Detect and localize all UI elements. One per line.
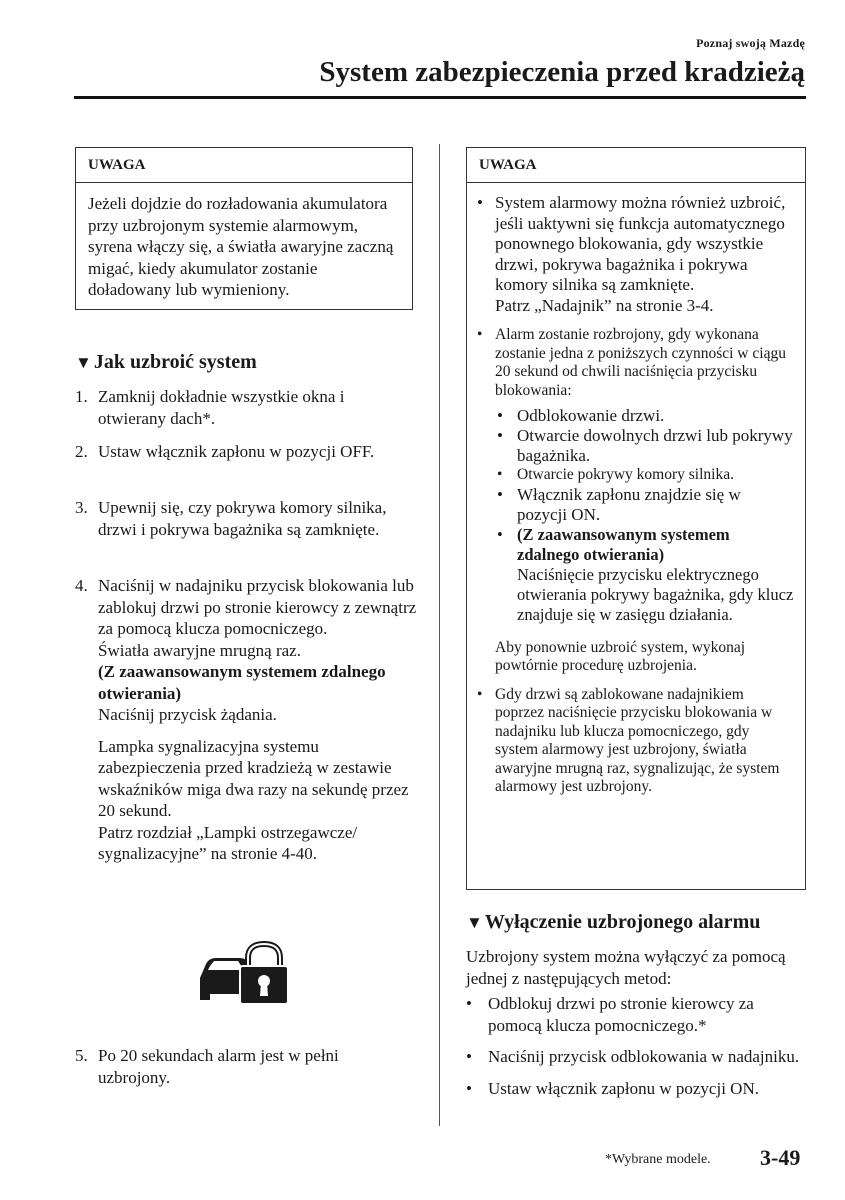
rearm-note: Aby ponownie uzbroić system, wykonaj powtórnie procedurę uzbrojenia. [495,638,746,674]
sub-bold-note: (Z zaawansowanym systemem zdalnego otwierania) [517,524,730,564]
note-bullet [471,686,795,797]
header-rule [74,96,806,99]
step-text: Zamknij dokładnie wszystkie okna i otwierany dach*. [98,387,345,428]
left-note-box [75,147,413,310]
step-text: Po 20 sekundach alarm jest w pełni uzbrojony. [98,1046,339,1087]
step-text: Ustaw włącznik zapłonu w pozycji OFF. [98,442,375,461]
footer-note: *Wybrane modele. [605,1152,711,1167]
sub-item: • Otwarcie dowolnych drzwi lub pokrywy bagażnika. [497,426,793,465]
page-title: System zabezpieczenia przed kradzieżą [319,56,805,88]
bullet-dot: • [477,326,483,343]
chapter-subtitle: Poznaj swoją Mazdę [696,36,805,50]
step-5 [75,1045,415,1088]
step-number: 2. [75,442,88,461]
note-bullet-text: Gdy drzwi są zablokowane nadajnikiem poprzez naciśnięcie przycisku blokowania w nadajniku lub klucza pomocniczego, gdy system alarmowy jest uzbrojony, światła awaryjne mrugną raz, sygnalizując, że system alarmowy jest uzbrojony. [495,685,780,795]
step-paragraph: Lampka sygnalizacyjna systemu zabezpieczenia przed kradzieżą w zestawie wskaźników miga dwa razy na sekundę przez 20 sekund. [98,736,409,820]
sub-item: • Odblokowanie drzwi. [497,406,665,425]
step-text: Upewnij się, czy pokrywa komory silnika, drzwi i pokrywa bagażnika są zamknięte. [98,498,387,539]
disarm-methods [466,993,811,1109]
section-heading-disarm [466,910,760,935]
note-text: Jeżeli dojdzie do rozładowania akumulatora przy uzbrojonym systemie alarmowym, syrena włączy się, a światła awaryjne zaczną migać, kiedy akumulator zostanie doładowany lub wymieniony. [88,194,394,299]
step-bold-note: (Z zaawansowanym systemem zdalnego otwierania) [98,662,386,703]
bullet-dot: • [477,193,483,212]
step-number: 3. [75,498,88,517]
triangle-icon: ▼ [466,913,483,932]
column-divider [439,144,440,1126]
right-note-box [466,147,806,890]
note-bullet-text: Alarm zostanie rozbrojony, gdy wykonana zostanie jedna z poniższych czynności w ciągu 20 sekund od chwili naciśnięcia przycisku blokowania: [495,326,786,399]
disarm-intro: Uzbrojony system można wyłączyć za pomocą jednej z następujących metod: [466,947,786,988]
step-number: 5. [75,1046,88,1065]
note-bullet [471,326,795,676]
step-text: Światła awaryjne mrugną raz. [98,640,301,660]
step-2 [75,441,415,463]
method-item: • Ustaw włącznik zapłonu w pozycji ON. [466,1078,759,1098]
method-item: • Naciśnij przycisk odblokowania w nadajniku. [466,1047,800,1066]
step-text: Naciśnij przycisk żądania. [98,705,277,724]
sub-item-text: Naciśnięcie przycisku elektrycznego otwierania pokrywy bagażnika, gdy klucz znajduje się w zasięgu działania. [517,564,794,624]
note-bullet [471,193,795,316]
sub-item: • Otwarcie pokrywy komory silnika. [497,466,734,483]
note-label: UWAGA [76,148,412,183]
section-heading-text: Jak uzbroić system [93,351,257,373]
note-label: UWAGA [467,148,805,183]
sub-item: • (Z zaawansowanym systemem zdalnego otwierania) Naciśnięcie przycisku elektrycznego otwierania pokrywy bagażnika, gdy klucz znajduje się w zasięgu działania. [497,524,794,624]
step-number: 1. [75,387,88,406]
step-text: Naciśnij w nadajniku przycisk blokowania lub zablokuj drzwi po stronie kierowcy z zewnątrz za pomocą klucza pomocniczego. [98,576,417,638]
bullet-dot: • [477,685,483,703]
step-4 [75,575,420,865]
section-heading-arm [75,350,257,375]
page-number: 3-49 [760,1145,801,1170]
triangle-icon: ▼ [75,353,92,372]
step-reference: Patrz rozdział „Lampki ostrzegawcze/ sygnalizacyjne” na stronie 4-40. [98,822,358,863]
note-bullet-text: System alarmowy można również uzbroić, jeśli uaktywni się funkcja automatycznego ponownego blokowania, gdy wszystkie drzwi, pokrywa bagażnika i pokrywa komory silnika są zamknięte. [495,193,786,294]
car-lock-indicator-icon [196,938,292,1006]
method-item: • Odblokuj drzwi po stronie kierowcy za pomocą klucza pomocniczego.* [466,994,754,1035]
step-1 [75,386,415,429]
step-number: 4. [75,576,88,595]
sub-item: • Włącznik zapłonu znajdzie się w pozycji ON. [497,484,741,524]
note-reference: Patrz „Nadajnik” na stronie 3-4. [495,295,714,315]
section-heading-text: Wyłączenie uzbrojonego alarmu [484,911,761,933]
step-3 [75,497,415,540]
